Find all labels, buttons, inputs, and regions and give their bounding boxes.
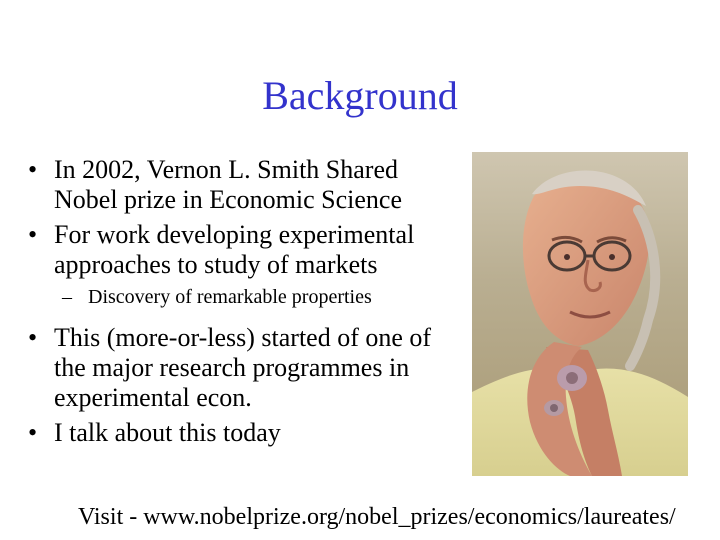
portrait-illustration [472, 152, 688, 476]
bullet-item [28, 220, 468, 280]
bullet-item [28, 323, 468, 413]
bullet-text: For work developing experimental approaches to study of markets [54, 220, 415, 279]
bullet-text: In 2002, Vernon L. Smith Shared Nobel prize in Economic Science [54, 155, 402, 214]
sub-bullet-marker: – [62, 286, 72, 308]
bullet-marker: • [28, 418, 38, 447]
sub-bullet-text: Discovery of remarkable properties [88, 286, 372, 308]
portrait-photo [472, 152, 688, 476]
footer-link-text: Visit - www.nobelprize.org/nobel_prizes/economics/laureates/ [78, 504, 676, 530]
bullet-text: This (more-or-less) started of one of the major research programmes in experimental econ. [54, 323, 432, 412]
sub-bullet-item [28, 285, 468, 309]
bullet-list [28, 155, 468, 453]
bullet-item [28, 155, 468, 215]
bullet-text: I talk about this today [54, 418, 281, 447]
bullet-marker: • [28, 323, 38, 352]
bullet-marker: • [28, 155, 38, 184]
bullet-item [28, 418, 468, 448]
bullet-marker: • [28, 220, 38, 249]
slide-title: Background [262, 73, 458, 118]
